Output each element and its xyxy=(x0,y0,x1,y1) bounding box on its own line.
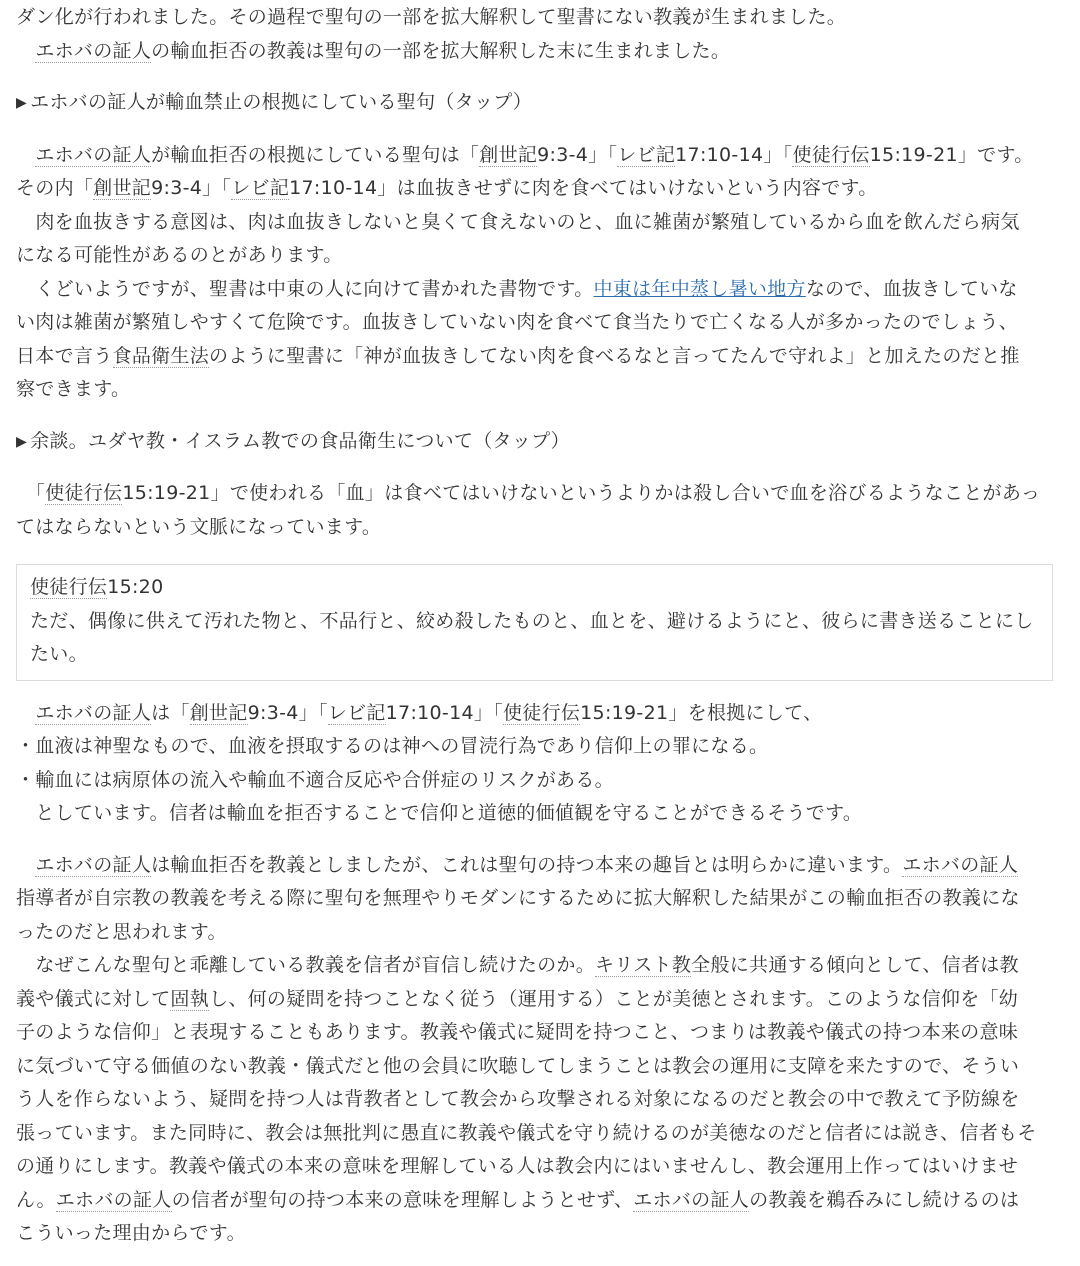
text: その内「 xyxy=(16,177,94,199)
triangle-right-icon: ▶ xyxy=(16,95,28,111)
keyword-link-jw[interactable]: エホバの証人 xyxy=(633,1188,750,1211)
spacer xyxy=(16,407,1056,425)
keyword-link-genesis[interactable]: 創世記 xyxy=(479,143,538,166)
quote-line-2: たい。 xyxy=(30,643,88,665)
basis-paragraph xyxy=(16,697,1056,831)
text: 全般に共通する傾向として、信者は教 xyxy=(691,954,1019,976)
spacer xyxy=(16,68,1056,86)
conclusion-line-8: う人を作らないよう、疑問を持つ人は背教者として教会から攻撃される対象になるのだと教会の中で教えて予防線を xyxy=(16,1088,1020,1110)
verses-line-6: い肉は雑菌が繁殖しやすくて危険です。血抜きしていない肉を食べて食当たりで亡くなる人が多かったのでしょう、 xyxy=(16,311,1019,333)
text: の信者が聖句の持つ本来の意味を理解しようとせず、 xyxy=(171,1188,634,1211)
toggle-label: エホバの証人が輸血禁止の根拠にしている聖句（タップ） xyxy=(30,91,533,113)
intro-line-2 xyxy=(16,35,1056,69)
text: 15:19-21」です。 xyxy=(869,143,1034,166)
conclusion-line-1 xyxy=(16,849,1056,883)
text: ん。 xyxy=(16,1188,56,1211)
article-body xyxy=(16,0,1056,1251)
keyword-link-jw[interactable]: エホバの証人 xyxy=(55,1188,172,1211)
keyword-link-acts[interactable]: 使徒行伝 xyxy=(45,482,123,504)
verses-line-8: 察できます。 xyxy=(16,378,131,400)
verses-line-1 xyxy=(16,139,1056,173)
keyword-link-acts[interactable]: 使徒行伝 xyxy=(30,576,108,598)
intro-paragraph xyxy=(16,1,1056,68)
acts-paragraph xyxy=(16,477,1056,544)
conclusion-line-11 xyxy=(16,1184,1056,1218)
text: くどいようですが、聖書は中東の人に向けて書かれた書物です。 xyxy=(35,277,594,300)
text: 15:19-21」で使われる「血」は食べてはいけないというよりかは殺し合いで血を浴びるようなことがあっ xyxy=(122,482,1041,504)
verses-paragraph xyxy=(16,139,1056,407)
conclusion-line-2: 指導者が自宗教の教義を考える際に聖句を無理やりモダンにするために拡大解釈した結果がこの輸血拒否の教義にな xyxy=(16,887,1020,909)
middle-east-climate-link[interactable]: 中東は年中蒸し暑い地方 xyxy=(593,277,806,300)
text: 17:10-14」「 xyxy=(675,143,793,166)
basis-line-1 xyxy=(16,697,1056,731)
text: なぜこんな聖句と乖離している教義を信者が盲信し続けたのか。 xyxy=(35,954,596,976)
text: が輸血拒否の根拠にしている聖句は「 xyxy=(151,143,480,166)
text: 17:10-14」「 xyxy=(385,701,503,724)
verses-line-3 xyxy=(16,206,1056,240)
text: は「 xyxy=(151,701,190,724)
keyword-link-genesis[interactable]: 創世記 xyxy=(189,701,248,724)
keyword-link-obsession[interactable]: 固執 xyxy=(170,987,210,1010)
keyword-link-jw[interactable]: エホバの証人 xyxy=(35,853,152,876)
conclusion-line-3: ったのだと思われます。 xyxy=(16,920,227,943)
acts-line-2: てはならないという文脈になっています。 xyxy=(16,515,382,538)
verses-line-7 xyxy=(16,340,1056,374)
keyword-link-food-sanitation-law[interactable]: 食品衛生法 xyxy=(112,344,210,367)
triangle-right-icon: ▶ xyxy=(16,433,28,450)
keyword-link-leviticus[interactable]: レビ記 xyxy=(327,701,386,724)
keyword-link-leviticus[interactable]: レビ記 xyxy=(617,143,676,166)
keyword-link-jw[interactable]: エホバの証人 xyxy=(35,143,152,166)
keyword-link-jw[interactable]: エホバの証人 xyxy=(35,39,152,62)
verses-line-2 xyxy=(16,172,1056,206)
text: 17:10-14」は血抜きせずに肉を食べてはいけないという内容です。 xyxy=(289,177,878,199)
text: の教義を鵜呑みにし続けるのは xyxy=(749,1188,1020,1211)
scripture-blockquote xyxy=(16,564,1053,681)
spacer xyxy=(16,459,1056,477)
intro-line-1: ダン化が行われました。その過程で聖句の一部を拡大解釈して聖書にない教義が生まれました。 xyxy=(16,6,847,28)
verses-line-5 xyxy=(16,273,1056,307)
spacer xyxy=(16,121,1056,139)
keyword-link-acts[interactable]: 使徒行伝 xyxy=(502,701,581,724)
quote-line-1: ただ、偶像に供えて汚れた物と、不品行と、絞め殺したものと、血とを、避けるようにと、彼らに書き送ることにし xyxy=(30,609,1034,632)
text: 9:3-4」「 xyxy=(151,177,232,199)
intro-line-2-text: の輸血拒否の教義は聖句の一部を拡大解釈した末に生まれました。 xyxy=(151,39,731,62)
verses-line-4: になる可能性があるのとがあります。 xyxy=(16,244,343,266)
collapsible-toggle-verses[interactable] xyxy=(16,86,1056,121)
text: 15:19-21」を根拠にして、 xyxy=(580,701,823,724)
text: 日本で言う xyxy=(16,344,113,367)
keyword-link-christianity[interactable]: キリスト教 xyxy=(595,954,692,976)
text: し、何の疑問を持つことなく従う（運用する）ことが美徳とされます。このような信仰を「幼 xyxy=(209,987,1019,1010)
text: 15:20 xyxy=(107,576,164,598)
keyword-link-genesis[interactable]: 創世記 xyxy=(93,177,152,199)
keyword-link-leviticus[interactable]: レビ記 xyxy=(231,177,290,199)
conclusion-line-10: の通りにします。教義や儀式の本来の意味を理解している人は教会内にはいませんし、教会運用上作ってはいけませ xyxy=(16,1155,1019,1177)
text: 肉を血抜きする意図は、肉は血抜きしないと臭くて食えないのと、血に雑菌が繁殖しているから血を飲んだら病気 xyxy=(35,210,1020,233)
text: としています。信者は輸血を拒否することで信仰と道徳的価値観を守ることができるそうです。 xyxy=(35,802,863,824)
text: のように聖書に「神が血抜きしてない肉を食べるなと言ってたんで守れよ」と加えたのだと推 xyxy=(209,344,1020,367)
keyword-link-acts[interactable]: 使徒行伝 xyxy=(792,143,870,166)
conclusion-line-9: 張っています。また同時に、教会は無批判に愚直に教義や儀式を守り続けるのが美徳なのだと信者には説き、信者もそ xyxy=(16,1121,1037,1144)
text: 「 xyxy=(35,482,46,504)
acts-line-1 xyxy=(16,477,1056,511)
conclusion-line-4 xyxy=(16,949,1056,983)
text: 9:3-4」「 xyxy=(537,143,618,166)
text: は輸血拒否を教義としましたが、これは聖句の持つ本来の趣旨とは明らかに違います。 xyxy=(151,853,903,876)
spacer xyxy=(16,831,1056,849)
conclusion-line-12: こういった理由からです。 xyxy=(16,1222,246,1244)
toggle-label: 余談。ユダヤ教・イスラム教での食品衛生について（タップ） xyxy=(30,429,570,452)
spacer xyxy=(16,681,1056,697)
conclusion-line-7: に気づいて守る価値のない教義・儀式だと他の会員に吹聴してしまうことは教会の運用に支障を来たすので、そうい xyxy=(16,1054,1020,1077)
quote-reference xyxy=(30,571,1039,605)
keyword-link-jw[interactable]: エホバの証人 xyxy=(35,701,152,724)
conclusion-paragraph xyxy=(16,849,1056,1251)
basis-line-4 xyxy=(16,797,1056,831)
collapsible-toggle-food-hygiene[interactable] xyxy=(16,425,1056,460)
list-item: ・輸血には病原体の流入や輸血不適合反応や合併症のリスクがある。 xyxy=(16,768,614,791)
text: 義や儀式に対して xyxy=(16,987,171,1010)
list-item: ・血液は神聖なもので、血液を摂取するのは神への冒涜行為であり信仰上の罪になる。 xyxy=(16,735,769,757)
conclusion-line-6: 子のような信仰」と表現することもあります。教義や儀式に疑問を持つこと、つまりは教義や儀式の持つ本来の意味 xyxy=(16,1021,1019,1043)
conclusion-line-5 xyxy=(16,983,1056,1017)
keyword-link-jw[interactable]: エホバの証人 xyxy=(902,853,1019,876)
text: なので、血抜きしていな xyxy=(805,277,1018,300)
spacer xyxy=(16,544,1056,560)
text: 9:3-4」「 xyxy=(247,701,328,724)
